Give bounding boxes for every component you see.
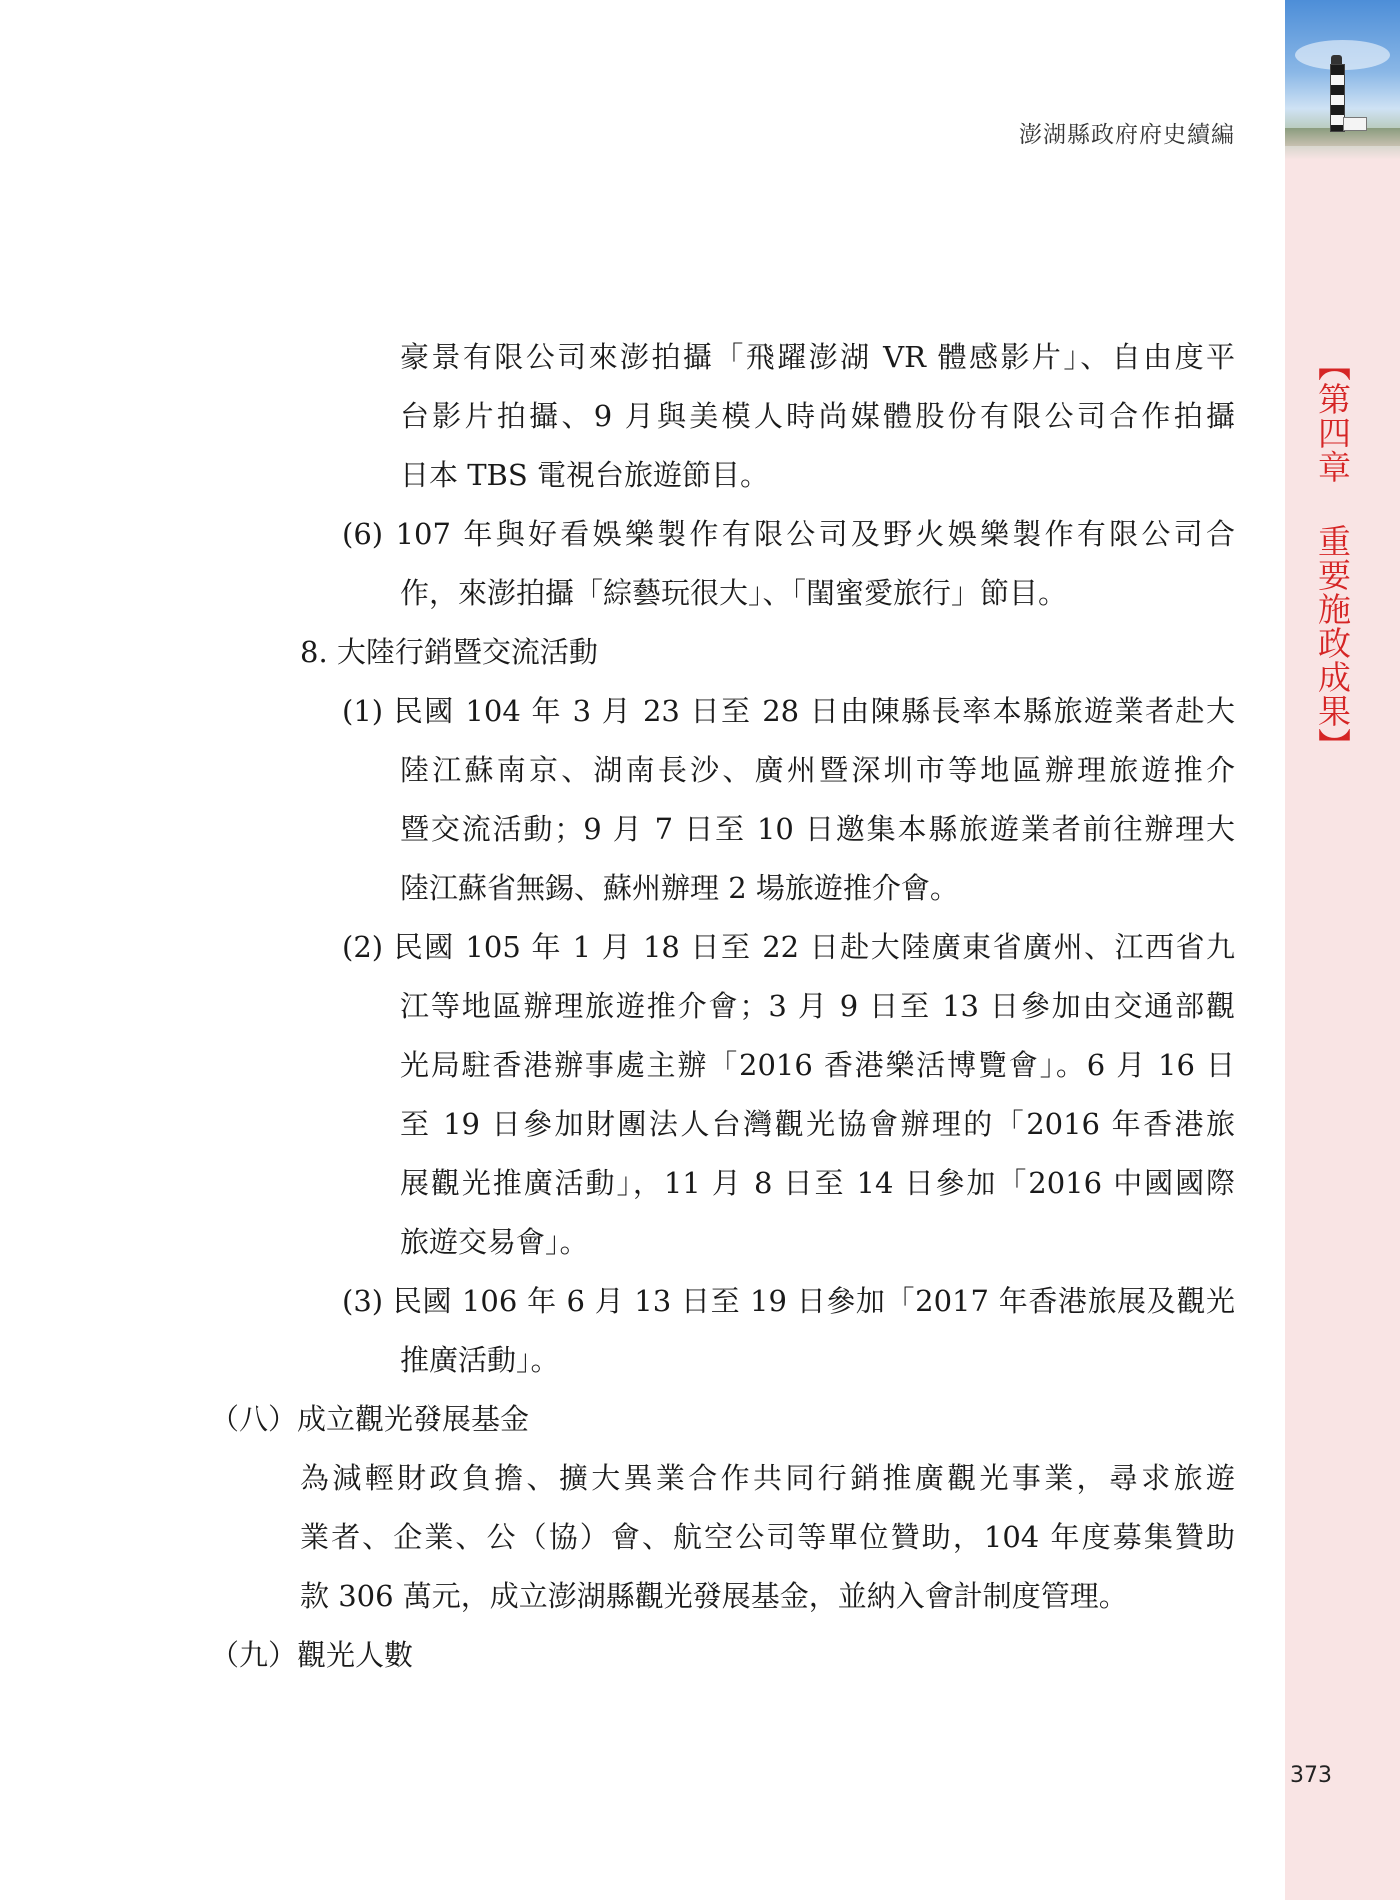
text-line: (6) 107 年與好看娛樂製作有限公司及野火娛樂製作有限公司合 (342, 517, 1235, 551)
text-line: 作，來澎拍攝「綜藝玩很大」、「閨蜜愛旅行」節目。 (400, 576, 1068, 610)
section-heading: （八）成立觀光發展基金 (210, 1402, 530, 1436)
text-line: 豪景有限公司來澎拍攝「飛躍澎湖 VR 體感影片」、自由度平 (400, 340, 1235, 374)
text-line: 江等地區辦理旅遊推介會；3 月 9 日至 13 日參加由交通部觀 (400, 989, 1235, 1023)
text-line: 業者、企業、公（協）會、航空公司等單位贊助，104 年度募集贊助 (300, 1520, 1235, 1554)
text-line: (3) 民國 106 年 6 月 13 日至 19 日參加「2017 年香港旅展及觀光 (342, 1284, 1235, 1318)
text-line: 推廣活動」。 (400, 1343, 560, 1377)
section-heading: 8. 大陸行銷暨交流活動 (300, 635, 598, 669)
text-line: 至 19 日參加財團法人台灣觀光協會辦理的「2016 年香港旅 (400, 1107, 1235, 1141)
lighthouse-house (1343, 117, 1367, 131)
text-line: 光局駐香港辦事處主辦「2016 香港樂活博覽會」。6 月 16 日 (400, 1048, 1235, 1082)
lighthouse-image (1285, 0, 1400, 160)
page-number: 373 (1290, 1763, 1332, 1788)
text-line: 台影片拍攝、9 月與美模人時尚媒體股份有限公司合作拍攝 (400, 399, 1235, 433)
text-line: 陸江蘇南京、湖南長沙、廣州暨深圳市等地區辦理旅遊推介 (400, 753, 1235, 787)
text-line: 暨交流活動；9 月 7 日至 10 日邀集本縣旅遊業者前往辦理大 (400, 812, 1235, 846)
text-line: 展觀光推廣活動」，11 月 8 日至 14 日參加「2016 中國國際 (400, 1166, 1235, 1200)
section-heading: （九）觀光人數 (210, 1638, 414, 1672)
text-line: 為減輕財政負擔、擴大異業合作共同行銷推廣觀光事業，尋求旅遊 (300, 1461, 1235, 1495)
chapter-tab-label: 【第四章 重要施政成果】 (1313, 348, 1352, 762)
running-header: 澎湖縣政府府史續編 (1019, 122, 1235, 148)
text-line: (1) 民國 104 年 3 月 23 日至 28 日由陳縣長率本縣旅遊業者赴大 (342, 694, 1235, 728)
text-line: 陸江蘇省無錫、蘇州辦理 2 場旅遊推介會。 (400, 871, 959, 905)
text-line: 旅遊交易會」。 (400, 1225, 589, 1259)
text-line: (2) 民國 105 年 1 月 18 日至 22 日赴大陸廣東省廣州、江西省九 (342, 930, 1235, 964)
text-line: 款 306 萬元，成立澎湖縣觀光發展基金，並納入會計制度管理。 (300, 1579, 1128, 1613)
side-tab (1285, 0, 1400, 1900)
text-line: 日本 TBS 電視台旅遊節目。 (400, 458, 769, 492)
